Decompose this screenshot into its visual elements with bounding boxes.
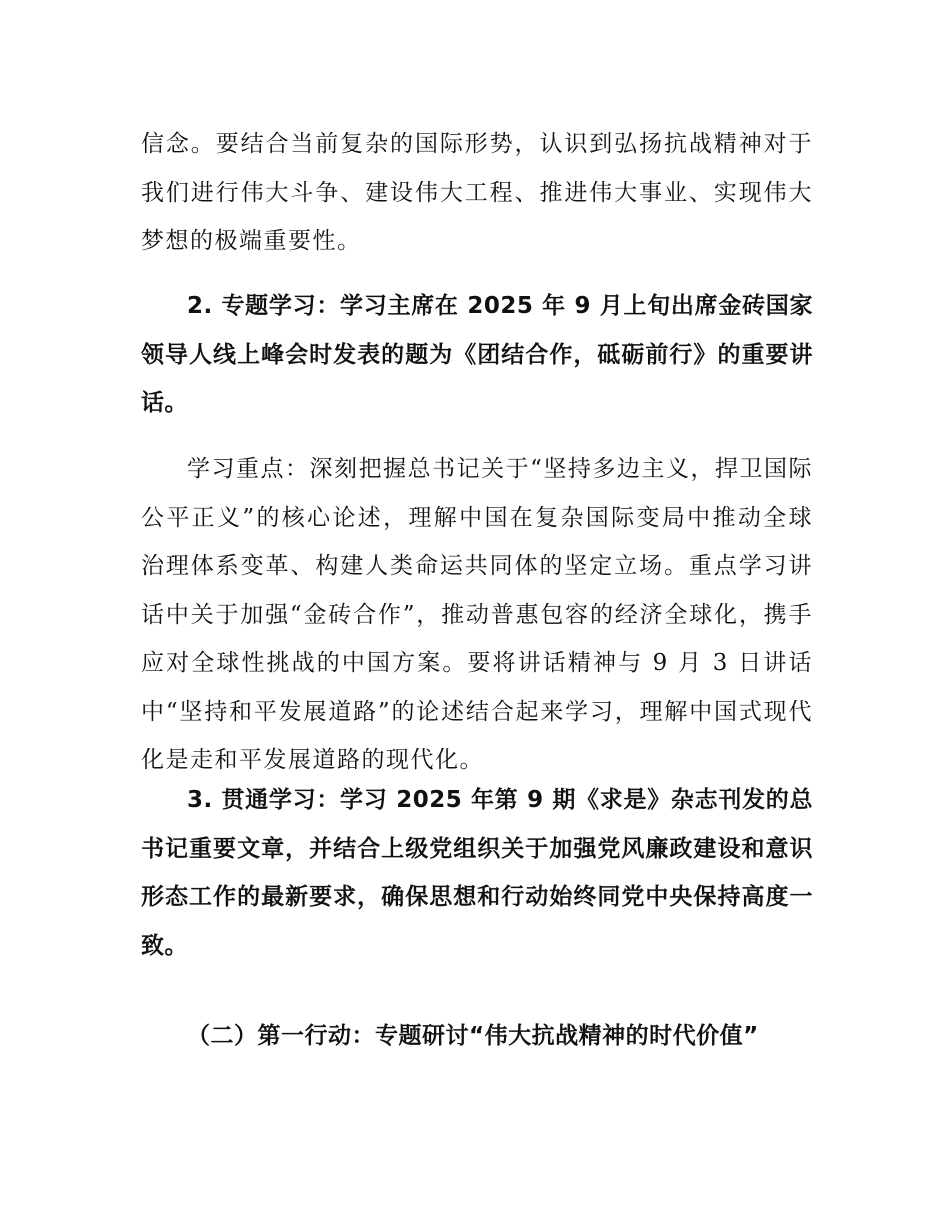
paragraph-item-3-heading: 3. 贯通学习：学习 2025 年第 9 期《求是》杂志刊发的总书记重要文章，并结合上级党组织关于加强党风廉政建设和意识形态工作的最新要求，确保思想和行动始终同党中央保持高度一致。	[141, 787, 813, 959]
paragraph-continuation: 信念。要结合当前复杂的国际形势，认识到弘扬抗战精神对于我们进行伟大斗争、建设伟大工程、推进伟大事业、实现伟大梦想的极端重要性。	[141, 131, 813, 254]
paragraph-item-2-heading: 2. 专题学习：学习主席在 2025 年 9 月上旬出席金砖国家领导人线上峰会时发表的题为《团结合作，砥砺前行》的重要讲话。	[141, 293, 813, 416]
section-heading-2: （二）第一行动：专题研讨“伟大抗战精神的时代价值”	[187, 1023, 759, 1049]
paragraph-study-focus: 学习重点：深刻把握总书记关于“坚持多边主义，捍卫国际公平正义”的核心论述，理解中国在复杂国际变局中推动全球治理体系变革、构建人类命运共同体的坚定立场。重点学习讲话中关于加强“金砖合作”，推动普惠包容的经济全球化，携手应对全球性挑战的中国方案。要将讲话精神与 9 月 3 日讲话中“坚持和平发展道路”的论述结合起来学习，理解中国式现代化是走和平发展道路的现代化。	[141, 456, 813, 773]
